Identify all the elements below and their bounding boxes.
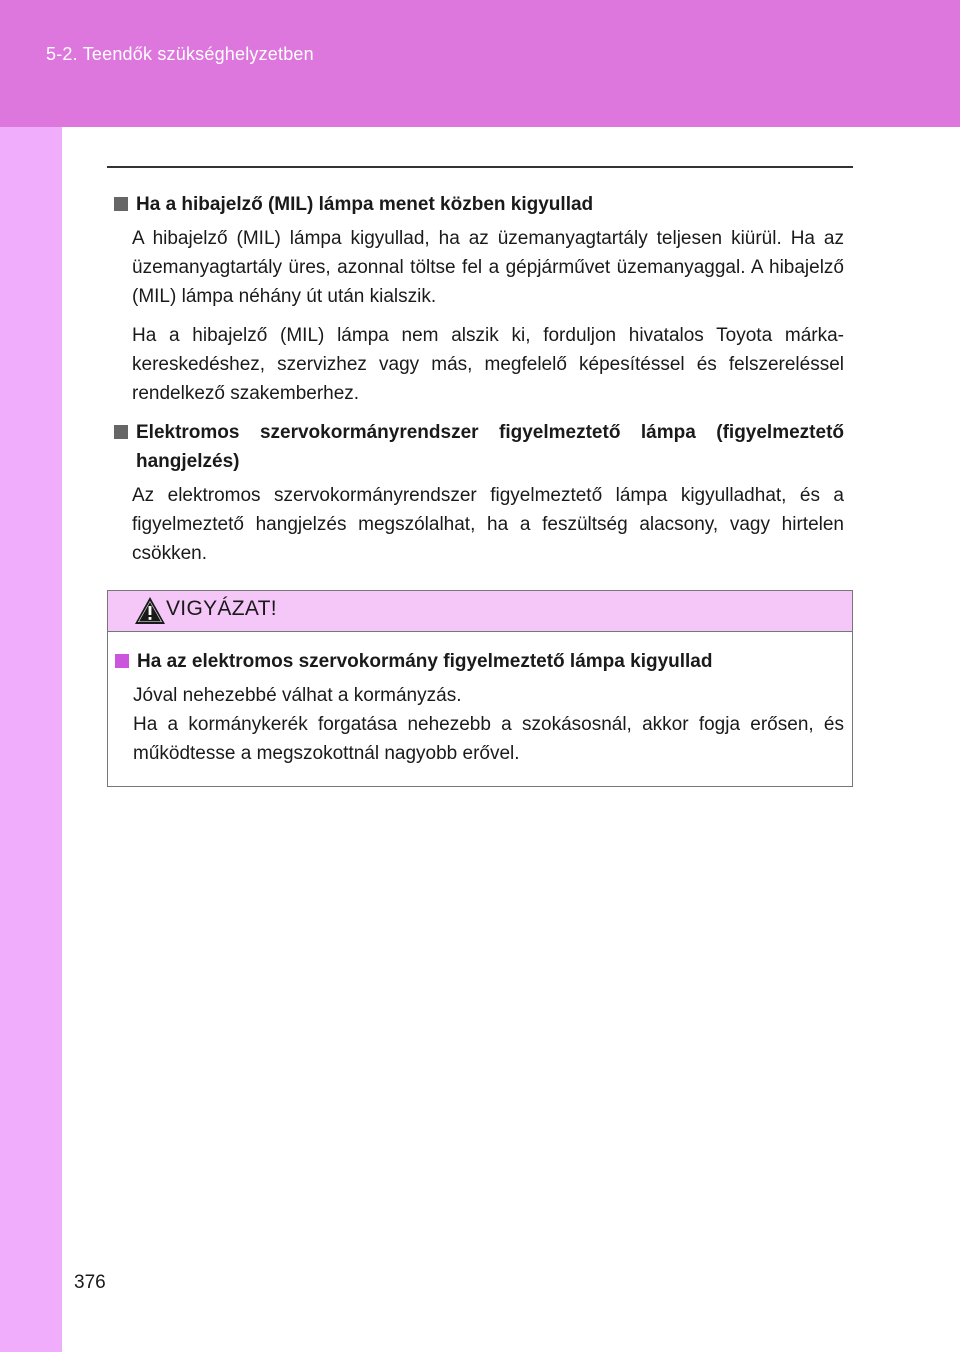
warning-heading-text: Ha az elektromos szervokormány figyelmeztető lámpa kigyullad bbox=[137, 651, 713, 672]
warning-box bbox=[107, 590, 853, 787]
side-band bbox=[0, 127, 62, 1352]
top-rule bbox=[107, 166, 853, 168]
warning-header bbox=[108, 591, 852, 632]
warning-line: Ha a kormánykerék forgatása nehezebb a szokásosnál, akkor fogja erősen, és működtesse a megszokottnál nagyobb erővel. bbox=[133, 714, 844, 764]
warning-heading bbox=[111, 647, 844, 676]
paragraph: Az elektromos szervokormányrendszer figyelmeztető lámpa kigyulladhat, és a figyelmeztető hangjelzés megszólalhat, ha a feszültség alacsony, vagy hirtelen csökken. bbox=[132, 485, 844, 564]
page-number: 376 bbox=[74, 1272, 106, 1293]
main-content bbox=[110, 190, 844, 578]
warning-line: Jóval nehezebbé válhat a kormányzás. bbox=[133, 685, 462, 706]
warning-triangle-icon bbox=[134, 596, 166, 625]
section-title: 5-2. Teendők szükséghelyzetben bbox=[46, 44, 314, 64]
paragraph: Ha a hibajelző (MIL) lámpa nem alszik ki, forduljon hivatalos Toyota márkakereskedéshez, szervizhez vagy más, megfelelő képesítéssel és felszereléssel rendelkező szakemberhez. bbox=[132, 325, 844, 404]
square-bullet-icon bbox=[114, 197, 128, 211]
section-heading-text: Ha a hibajelző (MIL) lámpa menet közben kigyullad bbox=[136, 194, 594, 215]
section-heading-text: Elektromos szervokormányrendszer figyelmeztető lámpa (figyelmeztető hangjelzés) bbox=[136, 422, 844, 472]
paragraph: A hibajelző (MIL) lámpa kigyullad, ha az üzemanyagtartály teljesen kiürül. Ha az üzemanyagtartály üres, azonnal töltse fel a gépjárművet üzemanyaggal. A hibajelző (MIL) lámpa néhány út után kialszik. bbox=[132, 228, 844, 307]
section-heading bbox=[110, 418, 844, 476]
section-heading bbox=[110, 190, 844, 219]
warning-body bbox=[108, 632, 852, 768]
square-bullet-icon bbox=[115, 654, 129, 668]
header-band bbox=[0, 0, 960, 127]
warning-title: VIGYÁZAT! bbox=[166, 597, 277, 620]
square-bullet-icon bbox=[114, 425, 128, 439]
